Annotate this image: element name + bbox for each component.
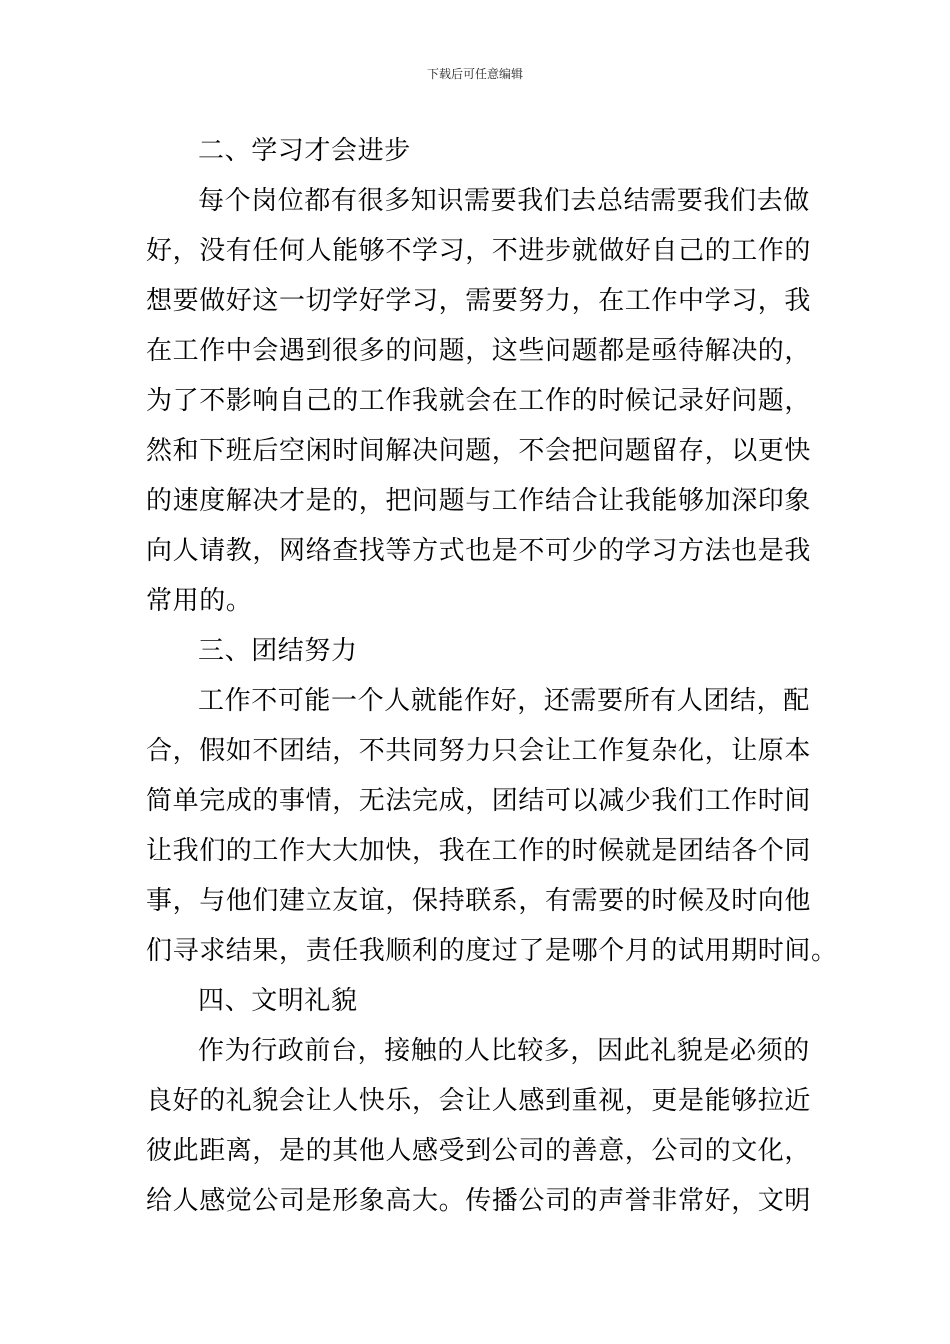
paragraph-line: 让我们的工作大大加快，我在工作的时候就是团结各个同 bbox=[146, 836, 812, 866]
section-heading-3: 三、团结努力 bbox=[198, 636, 358, 666]
paragraph-line: 作为行政前台，接触的人比较多，因此礼貌是必须的 bbox=[198, 1036, 810, 1066]
paragraph-line: 彼此距离，是的其他人感受到公司的善意，公司的文化， bbox=[146, 1136, 812, 1166]
paragraph-line: 事，与他们建立友谊，保持联系，有需要的时候及时向他 bbox=[146, 886, 812, 916]
document-body bbox=[146, 126, 838, 1226]
paragraph-line: 工作不可能一个人就能作好，还需要所有人团结，配 bbox=[198, 686, 810, 716]
paragraph-line: 在工作中会遇到很多的问题，这些问题都是亟待解决的， bbox=[146, 336, 812, 366]
paragraph-line: 合，假如不团结，不共同努力只会让工作复杂化，让原本 bbox=[146, 736, 812, 766]
section-heading-2: 二、学习才会进步 bbox=[198, 136, 411, 166]
paragraph-line: 向人请教，网络查找等方式也是不可少的学习方法也是我 bbox=[146, 536, 812, 566]
paragraph-line: 的速度解决才是的，把问题与工作结合让我能够加深印象 bbox=[146, 486, 812, 516]
paragraph-line: 好，没有任何人能够不学习，不进步就做好自己的工作的 bbox=[146, 236, 812, 266]
paragraph-line: 简单完成的事情，无法完成，团结可以减少我们工作时间 bbox=[146, 786, 812, 816]
paragraph-line: 然和下班后空闲时间解决问题，不会把问题留存，以更快 bbox=[146, 436, 812, 466]
paragraph-line: 给人感觉公司是形象高大。传播公司的声誉非常好，文明 bbox=[146, 1186, 812, 1216]
paragraph-line: 常用的。 bbox=[146, 586, 253, 616]
paragraph-line: 想要做好这一切学好学习，需要努力，在工作中学习，我 bbox=[146, 286, 812, 316]
paragraph-line: 们寻求结果，责任我顺利的度过了是哪个月的试用期时间。 bbox=[146, 936, 838, 966]
page-header-note: 下载后可任意编辑 bbox=[426, 67, 523, 81]
paragraph-line: 每个岗位都有很多知识需要我们去总结需要我们去做 bbox=[198, 186, 810, 216]
paragraph-line: 为了不影响自己的工作我就会在工作的时候记录好问题， bbox=[146, 386, 812, 416]
section-heading-4: 四、文明礼貌 bbox=[198, 986, 358, 1016]
paragraph-line: 良好的礼貌会让人快乐，会让人感到重视，更是能够拉近 bbox=[146, 1086, 812, 1116]
